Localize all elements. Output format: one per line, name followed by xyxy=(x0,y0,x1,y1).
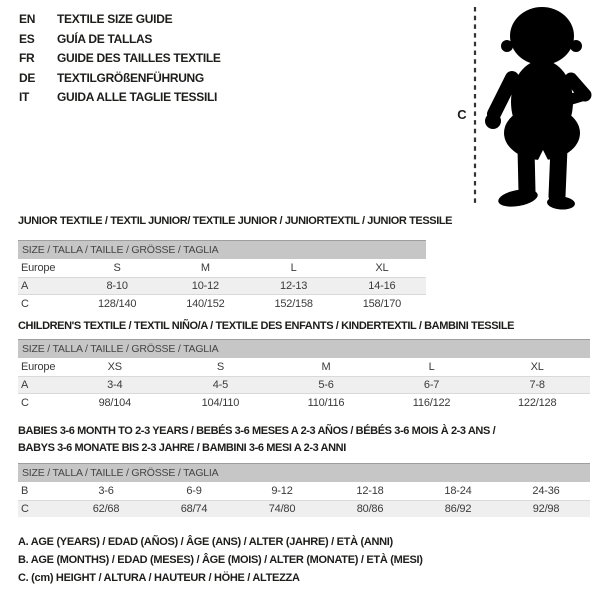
cell: 6-9 xyxy=(186,485,202,497)
cell: 9-12 xyxy=(271,485,293,497)
row-label: A xyxy=(18,278,73,295)
legend-line-c: C. (cm) HEIGHT / ALTURA / HAUTEUR / HÖHE / ALTEZZA xyxy=(18,572,300,584)
table-row xyxy=(18,278,426,295)
cell: 8-10 xyxy=(73,278,161,295)
table-row xyxy=(18,482,590,501)
cell: M xyxy=(200,262,210,274)
table-row xyxy=(18,358,590,377)
language-item-it xyxy=(19,88,221,108)
cell: 98/104 xyxy=(62,394,168,412)
cell: 116/122 xyxy=(379,394,485,412)
cell: 4-5 xyxy=(168,377,274,394)
babies-table-title-line2: BABYS 3-6 MONATE BIS 2-3 JAHRE / BAMBINI 3-6 MESI A 2-3 ANNI xyxy=(18,441,346,454)
cell: 122/128 xyxy=(484,394,590,412)
cell: 140/152 xyxy=(161,295,249,313)
legend-line-b: B. AGE (MONTHS) / EDAD (MESES) / ÂGE (MOIS) / ALTER (MONATE) / ETÀ (MESI) xyxy=(18,554,423,566)
height-measure-label: C xyxy=(457,107,467,122)
babies-table-title-line1: BABIES 3-6 MONTH TO 2-3 YEARS / BEBÉS 3-6 MESES A 2-3 AÑOS / BÉBÉS 3-6 MOIS À 2-3 ANS / xyxy=(18,425,496,437)
legend-line-a: A. AGE (YEARS) / EDAD (AÑOS) / ÂGE (ANS) / ALTER (JAHRE) / ETÀ (ANNI) xyxy=(18,536,393,548)
cell: 3-6 xyxy=(98,485,114,497)
height-dashed-line xyxy=(472,7,478,207)
cell: 12-18 xyxy=(356,485,384,497)
cell: 104/110 xyxy=(168,394,274,412)
table-row xyxy=(18,501,590,518)
language-code: EN xyxy=(19,12,36,26)
cell: S xyxy=(216,361,224,373)
cell: 80/86 xyxy=(326,501,414,518)
cell: L xyxy=(290,262,297,274)
language-list xyxy=(19,10,221,108)
language-item-es xyxy=(19,30,221,50)
language-code: ES xyxy=(19,31,35,46)
table-row xyxy=(18,377,590,394)
language-code: IT xyxy=(19,90,30,104)
cell: XS xyxy=(107,361,122,373)
row-label: A xyxy=(18,377,62,394)
language-label: GUIDE DES TAILLES TEXTILE xyxy=(57,51,221,65)
cell: 92/98 xyxy=(502,501,590,518)
cell: 24-36 xyxy=(532,485,560,497)
children-table-title: CHILDREN'S TEXTILE / TEXTIL NIÑO/A / TEXTILE DES ENFANTS / KINDERTEXTIL / BAMBINI TESSILE xyxy=(18,320,515,332)
language-item-en xyxy=(19,10,221,30)
language-item-de xyxy=(19,69,221,89)
table-row xyxy=(18,394,590,412)
cell: 158/170 xyxy=(338,295,426,313)
baby-silhouette-icon xyxy=(480,0,600,213)
cell: S xyxy=(113,262,121,274)
size-header-bar: SIZE / TALLA / TAILLE / GRÖSSE / TAGLIA xyxy=(18,464,590,483)
table-row xyxy=(18,295,426,313)
language-code: FR xyxy=(19,51,35,65)
cell: XL xyxy=(530,361,544,373)
cell: 68/74 xyxy=(150,501,238,518)
cell: 12-13 xyxy=(250,278,338,295)
language-label: GUÍA DE TALLAS xyxy=(57,31,153,46)
row-label: C xyxy=(18,394,62,412)
cell: 3-4 xyxy=(62,377,168,394)
language-item-fr xyxy=(19,49,221,69)
row-label: Europe xyxy=(21,262,56,274)
language-label: GUIDA ALLE TAGLIE TESSILI xyxy=(57,90,218,104)
babies-size-table xyxy=(18,463,590,517)
cell: 6-7 xyxy=(379,377,485,394)
cell: 14-16 xyxy=(338,278,426,295)
row-label: B xyxy=(21,485,29,497)
cell: 86/92 xyxy=(414,501,502,518)
cell: 62/68 xyxy=(62,501,150,518)
cell: 128/140 xyxy=(73,295,161,313)
cell: M xyxy=(321,361,331,373)
row-label: C xyxy=(18,295,73,313)
cell: 10-12 xyxy=(161,278,249,295)
cell: 152/158 xyxy=(250,295,338,313)
size-header-bar: SIZE / TALLA / TAILLE / GRÖSSE / TAGLIA xyxy=(18,241,426,260)
cell: 5-6 xyxy=(273,377,379,394)
babies-table-title xyxy=(18,423,495,456)
row-label: Europe xyxy=(21,361,56,373)
language-code: DE xyxy=(19,70,36,85)
size-header-bar: SIZE / TALLA / TAILLE / GRÖSSE / TAGLIA xyxy=(18,340,590,359)
language-label: TEXTILGRÖßENFÜHRUNG xyxy=(57,70,204,85)
cell: 74/80 xyxy=(238,501,326,518)
cell: 110/116 xyxy=(273,394,379,412)
junior-table-title: JUNIOR TEXTILE / TEXTIL JUNIOR/ TEXTILE JUNIOR / JUNIORTEXTIL / JUNIOR TESSILE xyxy=(18,215,453,227)
cell: XL xyxy=(375,262,389,274)
row-label: C xyxy=(18,501,62,518)
cell: 7-8 xyxy=(484,377,590,394)
children-size-table xyxy=(18,339,590,411)
cell: L xyxy=(428,361,435,373)
table-row xyxy=(18,259,426,278)
measure-legend xyxy=(18,533,423,587)
junior-size-table xyxy=(18,240,426,312)
cell: 18-24 xyxy=(444,485,472,497)
language-label: TEXTILE SIZE GUIDE xyxy=(57,12,173,26)
